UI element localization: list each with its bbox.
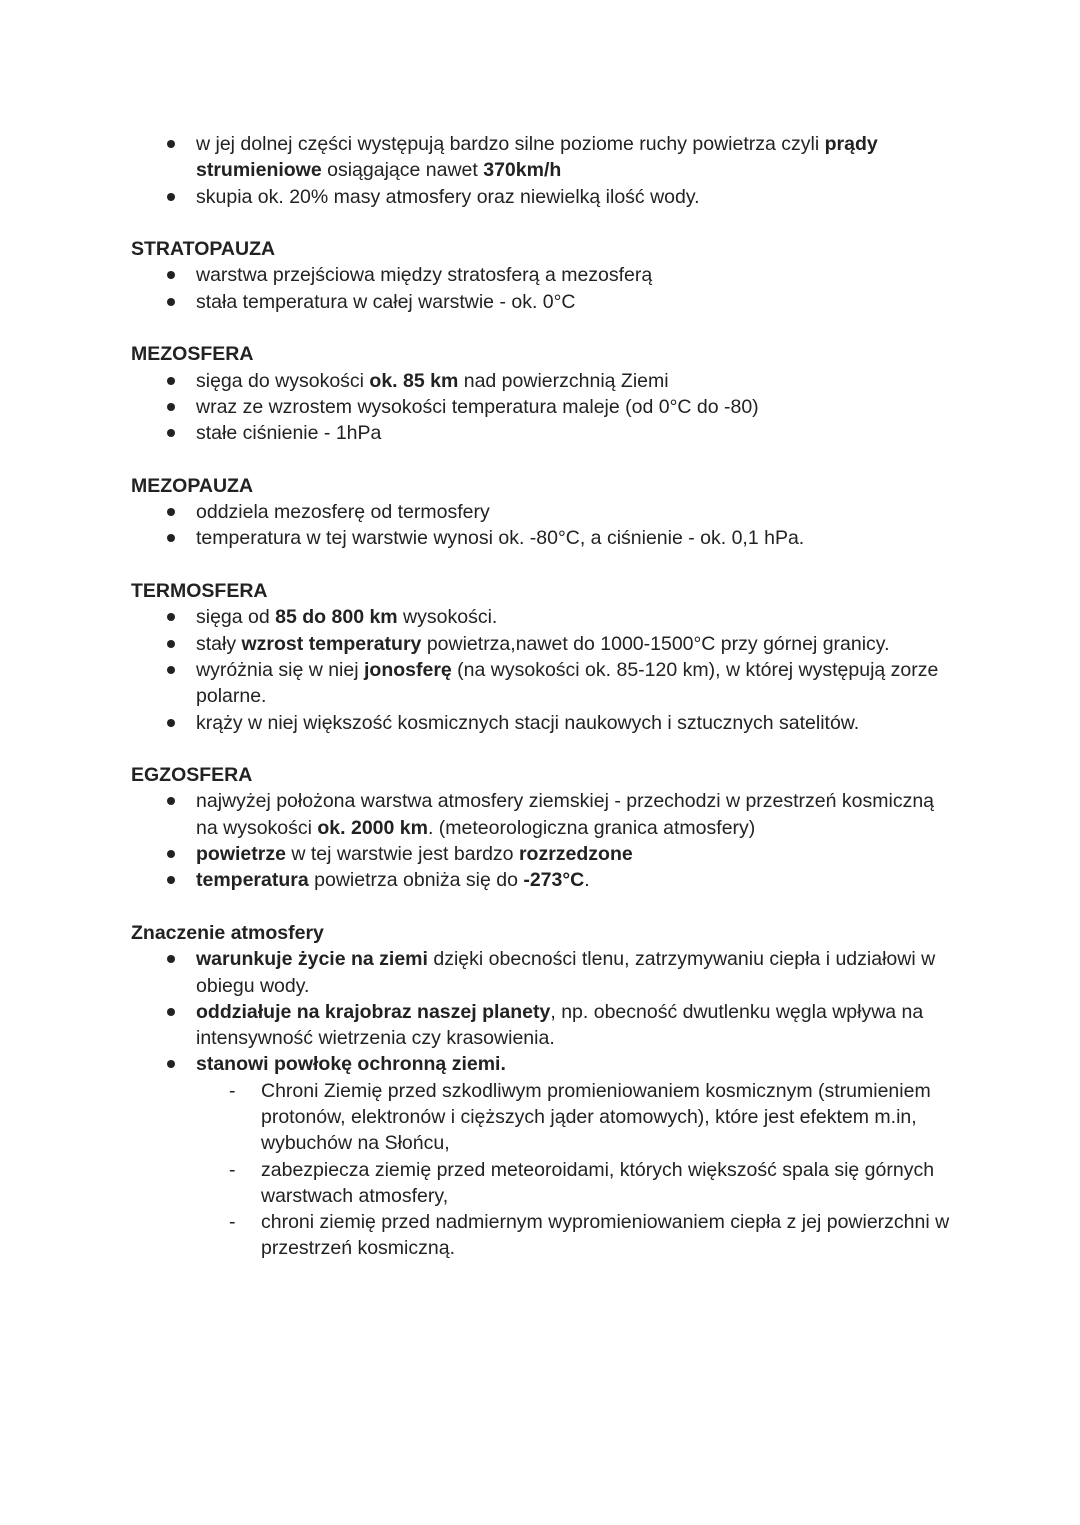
- text: wyróżnia się w niej: [196, 658, 364, 681]
- bullet-icon: [167, 508, 175, 516]
- section-bullet-list: [131, 946, 961, 1262]
- section-list-item: [131, 394, 961, 420]
- bold-text: jonosferę: [363, 658, 452, 681]
- text: .: [584, 869, 590, 892]
- section-list-item: [131, 946, 961, 999]
- text: powietrza,nawet do 1000-1500°C przy górnej granicy.: [421, 632, 890, 655]
- section-list-item: [131, 710, 961, 736]
- section-list-item: [131, 867, 961, 893]
- sub-list-item: [131, 1209, 961, 1262]
- section-gap: [131, 210, 961, 236]
- text: (na wysokości ok. 85-120 km), w której występują zorze polarne.: [196, 658, 939, 708]
- bullet-icon: [167, 850, 175, 858]
- intro-list-item: [131, 184, 961, 210]
- section-list-item: [131, 289, 961, 315]
- section-bullet-list: [131, 499, 961, 552]
- bullet-icon: [167, 1008, 175, 1016]
- section-bullet-list: [131, 604, 961, 735]
- section-gap: [131, 552, 961, 578]
- sub-list-text: chroni ziemię przed nadmiernym wypromieniowaniem ciepła z jej powierzchni w przestrzeń kosmiczną.: [261, 1211, 950, 1260]
- bullet-icon: [167, 719, 175, 727]
- section-heading: Znaczenie atmosfery: [131, 921, 324, 944]
- bold-text: -273°C: [523, 869, 585, 892]
- bold-text: prądy strumieniowe: [196, 133, 878, 182]
- dash-marker: -: [229, 1211, 236, 1234]
- text: sięga od: [196, 606, 276, 629]
- bold-text: stanowi powłokę ochronną ziemi.: [196, 1053, 506, 1076]
- bullet-icon: [167, 1060, 175, 1068]
- bold-text: ok. 2000 km: [317, 816, 428, 839]
- text: stałe ciśnienie - 1hPa: [196, 422, 382, 445]
- bullet-icon: [167, 666, 175, 674]
- text: . (meteorologiczna granica atmosfery): [427, 816, 756, 839]
- bullet-icon: [167, 876, 175, 884]
- section-gap: [131, 447, 961, 473]
- text: skupia ok. 20% masy atmosfery oraz niewielką ilość wody.: [196, 185, 700, 208]
- bold-text: rozrzedzone: [518, 843, 633, 866]
- section-list-item: [131, 999, 961, 1052]
- section-list-item: [131, 788, 961, 841]
- text: najwyżej położona warstwa atmosfery ziemskiej - przechodzi w przestrzeń kosmiczną na wysokości: [196, 790, 935, 839]
- bullet-icon: [167, 955, 175, 963]
- bullet-icon: [167, 403, 175, 411]
- sub-list-item: [131, 1078, 961, 1157]
- dash-marker: -: [229, 1158, 236, 1181]
- bold-text: oddziałuje na krajobraz naszej planety: [196, 1000, 551, 1023]
- sub-list-text: zabezpiecza ziemię przed meteoroidami, których większość spala się górnych warstwach atmosfery,: [261, 1158, 935, 1207]
- section-heading: STRATOPAUZA: [131, 238, 276, 261]
- text: oddziela mezosferę od termosfery: [196, 501, 490, 524]
- sub-list: [131, 1078, 961, 1262]
- section-heading: MEZOSFERA: [131, 343, 254, 366]
- section-list-item: [131, 499, 961, 525]
- sub-list-text: Chroni Ziemię przed szkodliwym promieniowaniem kosmicznym (strumieniem protonów, elektronów i cięższych jąder atomowych), które jest efektem m.in, wybuchów na Słońcu,: [261, 1079, 931, 1155]
- bullet-icon: [167, 429, 175, 437]
- section-list-item: [131, 525, 961, 551]
- section-list-item: [131, 841, 961, 867]
- bold-text: temperatura: [196, 869, 309, 892]
- section-list-item: [131, 368, 961, 394]
- bullet-icon: [167, 797, 175, 805]
- dash-marker: -: [229, 1079, 236, 1102]
- text: temperatura w tej warstwie wynosi ok. -80°C, a ciśnienie - ok. 0,1 hPa.: [196, 527, 805, 550]
- intro-list-item: [131, 131, 961, 184]
- section-bullet-list: [131, 262, 961, 315]
- text: sięga do wysokości: [196, 369, 370, 392]
- bullet-icon: [167, 640, 175, 648]
- bold-text: ok. 85 km: [369, 369, 459, 392]
- text: stały: [196, 632, 242, 655]
- section-gap: [131, 894, 961, 920]
- section-heading: EGZOSFERA: [131, 764, 253, 787]
- section-gap: [131, 315, 961, 341]
- section-bullet-list: [131, 788, 961, 893]
- bullet-icon: [167, 298, 175, 306]
- bullet-icon: [167, 534, 175, 542]
- bold-text: 85 do 800 km: [275, 606, 398, 629]
- text: krąży w niej większość kosmicznych stacji naukowych i sztucznych satelitów.: [196, 711, 860, 734]
- text: osiągające nawet: [321, 159, 484, 182]
- section-list-item: [131, 604, 961, 630]
- section-list-item: [131, 657, 961, 710]
- section-list-item: [131, 262, 961, 288]
- section-list-item: [131, 1051, 961, 1261]
- section-list-item: [131, 420, 961, 446]
- bullet-icon: [167, 377, 175, 385]
- text: w tej warstwie jest bardzo: [285, 843, 519, 866]
- text: nad powierzchnią Ziemi: [458, 369, 669, 392]
- sub-list-item: [131, 1157, 961, 1210]
- section-heading: MEZOPAUZA: [131, 474, 254, 497]
- text: warstwa przejściowa między stratosferą a mezosferą: [196, 264, 653, 287]
- text: dzięki obecności tlenu, zatrzymywaniu ciepła i udziałowi w obiegu wody.: [196, 948, 936, 997]
- section-bullet-list: [131, 368, 961, 447]
- bullet-icon: [167, 193, 175, 201]
- intro-bullet-list: [131, 131, 961, 210]
- bullet-icon: [167, 271, 175, 279]
- bold-text: powietrze: [196, 843, 286, 866]
- bullet-icon: [167, 140, 175, 148]
- text: , np. obecność dwutlenku węgla wpływa na intensywność wietrzenia czy krasowienia.: [196, 1000, 924, 1050]
- bold-text: 370km/h: [483, 159, 562, 182]
- bullet-icon: [167, 613, 175, 621]
- text: powietrza obniża się do: [308, 869, 524, 892]
- section-gap: [131, 736, 961, 762]
- text: wysokości.: [397, 606, 498, 629]
- section-heading: TERMOSFERA: [131, 580, 268, 603]
- text: stała temperatura w całej warstwie - ok. 0°C: [196, 290, 576, 313]
- text: wraz ze wzrostem wysokości temperatura maleje (od 0°C do -80): [196, 395, 759, 418]
- bold-text: wzrost temperatury: [241, 632, 422, 655]
- sections-container: [131, 210, 961, 1262]
- bold-text: warunkuje życie na ziemi: [196, 948, 428, 971]
- section-list-item: [131, 631, 961, 657]
- text: w jej dolnej części występują bardzo silne poziome ruchy powietrza czyli: [196, 133, 825, 155]
- document-body: [131, 131, 961, 1262]
